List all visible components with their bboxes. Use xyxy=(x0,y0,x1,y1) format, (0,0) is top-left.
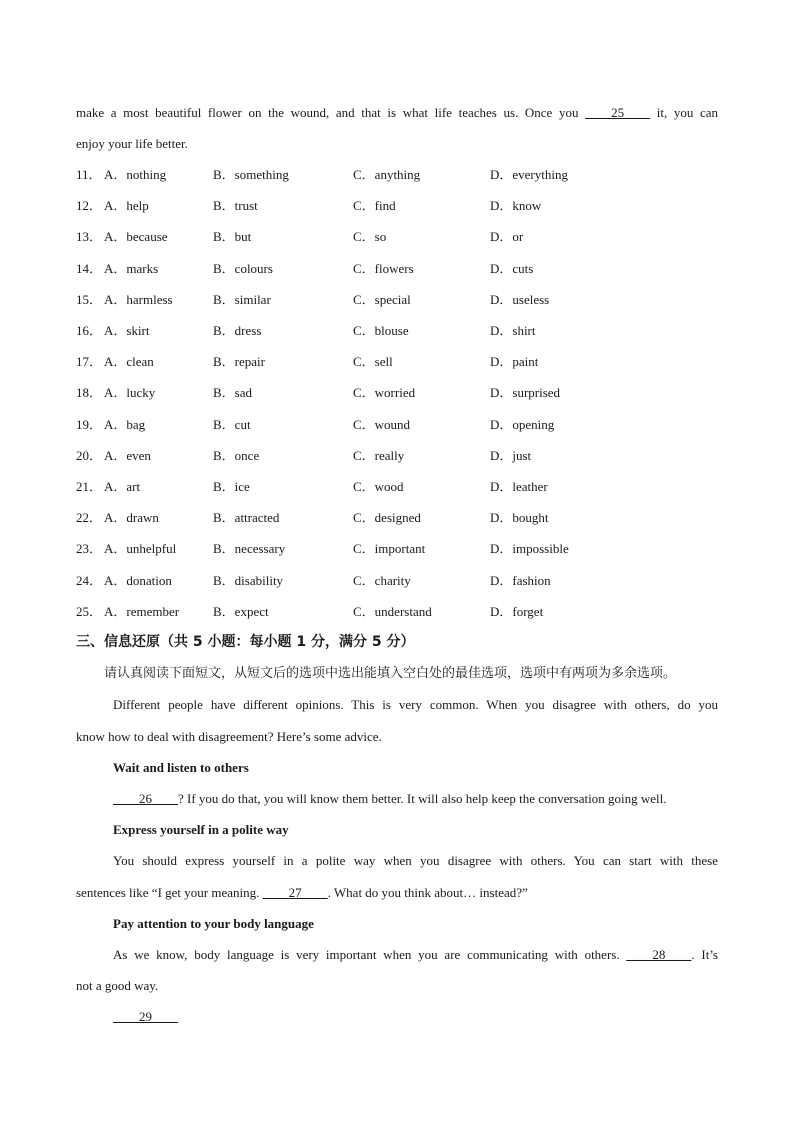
heading-body-language: Pay attention to your body language xyxy=(113,916,314,931)
question-number: 25． xyxy=(76,603,103,619)
option-b: B．ice xyxy=(213,479,250,494)
question-number: 23． xyxy=(76,541,103,557)
option-d: D．opening xyxy=(490,416,555,432)
paragraph-1 xyxy=(113,790,718,808)
option-c: C．blouse xyxy=(353,323,409,338)
option-d: D．bought xyxy=(490,510,549,526)
blank-26: ____26____ xyxy=(113,791,178,806)
question-row xyxy=(76,447,636,465)
question-row xyxy=(76,197,636,215)
question-number: 11． xyxy=(76,167,102,182)
option-a: A．clean xyxy=(104,354,154,370)
option-a: A．donation xyxy=(104,572,172,588)
option-b: B．dress xyxy=(213,323,262,338)
option-a: A．drawn xyxy=(104,510,159,526)
option-d: D．leather xyxy=(490,479,548,494)
option-a: A．remember xyxy=(104,603,180,619)
question-number: 24． xyxy=(76,572,103,588)
option-d: D．know xyxy=(490,198,542,214)
option-c: C．wood xyxy=(353,479,404,494)
paragraph-text: . What do you think about… instead?” xyxy=(327,885,528,900)
option-c: C．really xyxy=(353,447,405,463)
intro-line-2: know how to deal with disagreement? Here’s some advice. xyxy=(76,729,382,744)
option-d: D．everything xyxy=(490,167,568,182)
option-c: C．worried xyxy=(353,385,416,401)
question-row xyxy=(76,260,636,278)
blank-25: ____25____ xyxy=(585,105,651,120)
heading-wait-listen: Wait and listen to others xyxy=(113,760,249,775)
paragraph-text: ? If you do that, you will know them better. It will also help keep the conversation going well. xyxy=(178,791,667,806)
question-row xyxy=(76,572,636,590)
question-number: 12． xyxy=(76,198,103,214)
option-b: B．trust xyxy=(213,198,258,214)
option-a: A．help xyxy=(104,198,149,214)
instruction: 请认真阅读下面短文，从短文后的选项中选出能填入空白处的最佳选项，选项中有两项为多余选项。 xyxy=(104,666,677,681)
question-row xyxy=(76,353,636,371)
question-row xyxy=(76,384,636,402)
option-c: C．so xyxy=(353,229,387,245)
blank-29: ____29____ xyxy=(113,1009,178,1024)
option-b: B．attracted xyxy=(213,510,280,526)
option-a: A．because xyxy=(104,229,168,245)
option-d: D．or xyxy=(490,229,524,245)
question-row xyxy=(76,291,636,309)
option-b: B．sad xyxy=(213,385,253,401)
option-d: D．forget xyxy=(490,603,544,619)
paragraph-3-line-1 xyxy=(113,946,718,964)
intro-line-1: Different people have different opinions. This is very common. When you disagree with others, do you xyxy=(113,697,718,712)
question-row xyxy=(76,540,636,558)
question-row xyxy=(76,509,636,527)
option-b: B．something xyxy=(213,167,289,182)
blank-27: ____27____ xyxy=(262,885,328,900)
question-number: 22． xyxy=(76,510,103,526)
paragraph-4 xyxy=(113,1008,718,1026)
question-number: 15． xyxy=(76,291,103,307)
option-d: D．useless xyxy=(490,291,550,307)
option-b: B．but xyxy=(213,229,252,245)
option-c: C．special xyxy=(353,291,411,307)
section-title: 三、信息还原（共 5 小题：每小题 1 分，满分 5 分） xyxy=(76,634,415,650)
option-b: B．expect xyxy=(213,603,269,619)
question-number: 19． xyxy=(76,416,103,432)
option-c: C．find xyxy=(353,198,396,214)
option-b: B．disability xyxy=(213,572,284,588)
option-b: B．similar xyxy=(213,291,271,307)
option-b: B．necessary xyxy=(213,541,286,557)
passage-text: make a most beautiful flower on the wound, and that is what life teaches us. Once you xyxy=(76,105,586,120)
paragraph-2-line-1: You should express yourself in a polite way when you disagree with others. You can start with these xyxy=(113,853,718,868)
option-a: A．unhelpful xyxy=(104,541,177,557)
option-c: C．charity xyxy=(353,572,411,588)
option-c: C．understand xyxy=(353,603,432,619)
paragraph-2-line-2 xyxy=(76,884,718,902)
option-a: A．lucky xyxy=(104,385,156,401)
question-row xyxy=(76,166,636,184)
question-number: 20． xyxy=(76,447,103,463)
option-d: D．cuts xyxy=(490,260,534,276)
question-number: 17． xyxy=(76,354,103,370)
question-number: 18． xyxy=(76,385,103,401)
option-b: B．repair xyxy=(213,354,265,370)
option-d: D．impossible xyxy=(490,541,569,557)
heading-express-politely: Express yourself in a polite way xyxy=(113,822,289,837)
passage-line-2: enjoy your life better. xyxy=(76,136,188,151)
option-a: A．art xyxy=(104,479,141,494)
option-c: C．designed xyxy=(353,510,421,526)
option-c: C．flowers xyxy=(353,260,414,276)
paragraph-text: sentences like “I get your meaning. xyxy=(76,885,263,900)
option-a: A．bag xyxy=(104,416,146,432)
option-a: A．harmless xyxy=(104,291,173,307)
option-b: B．cut xyxy=(213,416,251,432)
option-d: D．surprised xyxy=(490,385,561,401)
option-d: D．shirt xyxy=(490,323,536,338)
question-row xyxy=(76,322,636,340)
passage-text: it, you can xyxy=(650,105,718,120)
option-b: B．colours xyxy=(213,260,273,276)
option-a: A．nothing xyxy=(104,167,167,182)
blank-28: ____28____ xyxy=(626,947,692,962)
question-number: 16． xyxy=(76,323,103,338)
option-d: D．paint xyxy=(490,354,539,370)
option-a: A．marks xyxy=(104,260,159,276)
question-row xyxy=(76,478,636,496)
paragraph-text: As we know, body language is very important when you are communicating with others. xyxy=(113,947,627,962)
option-b: B．once xyxy=(213,447,260,463)
question-row xyxy=(76,603,636,621)
option-d: D．just xyxy=(490,447,532,463)
question-number: 14． xyxy=(76,260,103,276)
option-c: C．anything xyxy=(353,167,421,182)
option-d: D．fashion xyxy=(490,572,551,588)
question-number: 21． xyxy=(76,479,103,494)
passage-line-1 xyxy=(76,104,718,122)
option-a: A．even xyxy=(104,447,151,463)
option-c: C．wound xyxy=(353,416,411,432)
option-a: A．skirt xyxy=(104,323,150,338)
question-number: 13． xyxy=(76,229,103,245)
paragraph-3-line-2: not a good way. xyxy=(76,978,159,993)
question-row xyxy=(76,416,636,434)
option-c: C．sell xyxy=(353,354,393,370)
option-c: C．important xyxy=(353,541,426,557)
paragraph-text: . It’s xyxy=(691,947,718,962)
question-row xyxy=(76,228,636,246)
